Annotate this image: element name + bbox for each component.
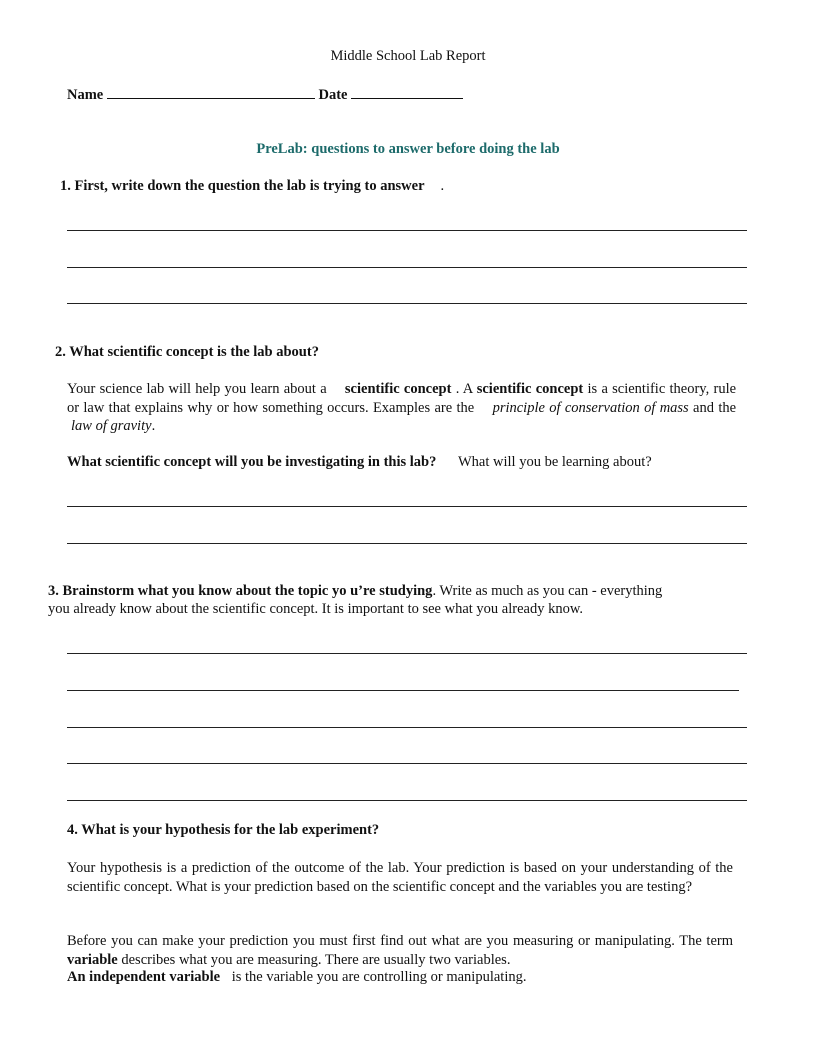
q4-paragraph-2 [67, 932, 733, 969]
answer-line[interactable] [67, 303, 747, 304]
q4-text: is the variable you are controlling or manipulating. [231, 969, 527, 985]
answer-line[interactable] [67, 543, 747, 544]
name-date-line [67, 86, 463, 104]
answer-line[interactable] [67, 727, 747, 728]
answer-line[interactable] [67, 690, 739, 691]
q2-term: scientific concept [344, 381, 452, 397]
q2-text: and the [693, 399, 737, 416]
q2-example: law of gravity [71, 418, 152, 434]
q2-text: . [151, 418, 156, 434]
prelab-heading: PreLab: questions to answer before doing the lab [256, 141, 560, 157]
q1-trailing: . [440, 178, 445, 194]
q4-text: describes what you are measuring. There are usually two variables. [121, 951, 511, 968]
q4-term: An independent variable [67, 969, 221, 985]
q3-heading: 3. Brainstorm what you know about the topic yo u’re studying [48, 583, 433, 599]
q4-text: Before you can make your prediction you must first find out what are you measuring or manipulating. The term [67, 933, 733, 949]
q2-heading: 2. What scientific concept is the lab about? [55, 344, 319, 360]
q2-paragraph [67, 380, 736, 436]
q3-line2: you already know about the scientific concept. It is important to see what you already know. [48, 601, 583, 617]
name-label: Name [67, 87, 104, 103]
answer-line[interactable] [67, 800, 747, 801]
q4-heading: 4. What is your hypothesis for the lab experiment? [67, 822, 380, 838]
document-title: Middle School Lab Report [330, 48, 486, 64]
q3-text: . Write as much as you can - everything [432, 583, 663, 599]
q2-text: . A [455, 381, 473, 397]
q1-heading-text: 1. First, write down the question the lab is trying to answer [60, 178, 425, 194]
q2-prompt [67, 454, 652, 471]
date-label: Date [318, 87, 348, 103]
name-blank[interactable] [107, 86, 315, 99]
answer-line[interactable] [67, 763, 747, 764]
answer-line[interactable] [67, 653, 747, 654]
q2-prompt-text: What will you be learning about? [458, 454, 652, 470]
q2-text: Your science lab will help you learn about a [67, 381, 327, 397]
q1-heading [60, 178, 444, 195]
q2-example: principle of conservation of mass [492, 399, 689, 416]
q3-line1 [48, 583, 662, 600]
q4-term: variable [67, 951, 118, 968]
q2-term: scientific concept [476, 381, 584, 397]
q4-paragraph-3 [67, 969, 526, 986]
q2-text: is a scientific theory, rule or law that explains why or how something occurs. Examples are the [67, 381, 737, 416]
q2-prompt-bold: What scientific concept will you be investigating in this lab? [67, 454, 437, 470]
q4-paragraph-1: Your hypothesis is a prediction of the outcome of the lab. Your prediction is based on your understanding of the scientific concept. What is your prediction based on the scientific concept and the variables you are testing? [67, 860, 733, 895]
date-blank[interactable] [351, 86, 463, 99]
answer-line[interactable] [67, 267, 747, 268]
answer-line[interactable] [67, 506, 747, 507]
answer-line[interactable] [67, 230, 747, 231]
